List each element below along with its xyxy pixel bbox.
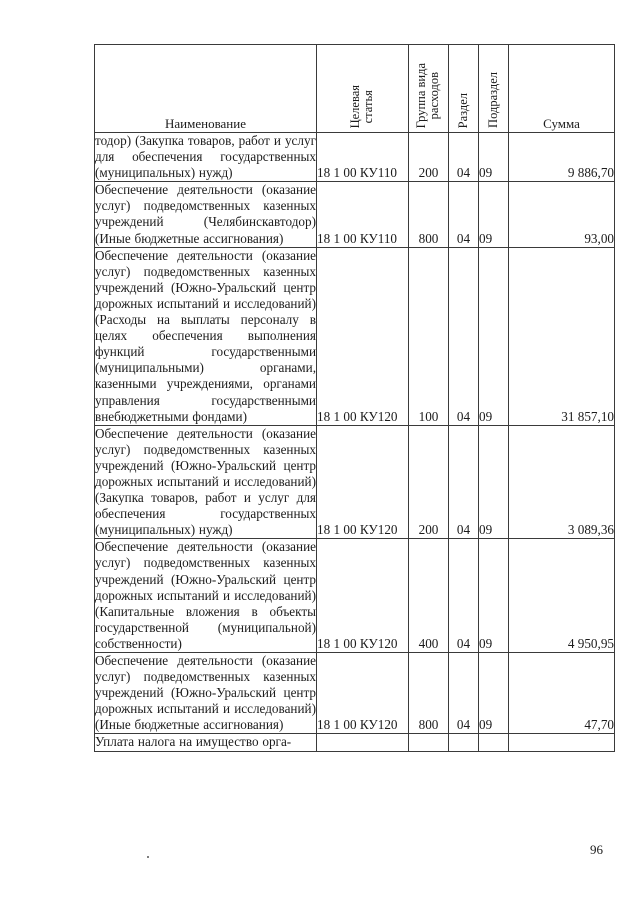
row-subsection: 09 [479,653,509,734]
row-expense-group: 200 [409,133,449,182]
row-subsection: 09 [479,182,509,247]
header-section [449,45,479,133]
header-expense-group [409,45,449,133]
header-subsection-text: Подраздел [485,72,500,128]
row-expense-group: 400 [409,539,449,653]
row-target-article: 18 1 00 КУ110 [317,133,409,182]
row-sum: 3 089,36 [509,425,615,539]
row-expense-group: 800 [409,653,449,734]
row-subsection [479,734,509,751]
row-section: 04 [449,133,479,182]
row-target-article: 18 1 00 КУ120 [317,539,409,653]
header-subsection [479,45,509,133]
scan-speck [147,856,149,858]
row-section: 04 [449,539,479,653]
row-section: 04 [449,653,479,734]
table-header-row [95,45,615,133]
row-name: тодор) (Закупка товаров, работ и услуг для обеспечения государственных (муниципальных) нужд) [95,133,316,181]
row-expense-group: 200 [409,425,449,539]
header-name [95,45,317,133]
row-expense-group: 800 [409,182,449,247]
row-name: Обеспечение деятельности (оказание услуг) подведомственных казенных учреждений (Южно-Уральский центр дорожных испытаний и исследований) (Иные бюджетные ассигнования) [95,653,316,733]
row-subsection: 09 [479,247,509,425]
row-sum: 47,70 [509,653,615,734]
header-section-text: Раздел [455,92,470,128]
row-name: Обеспечение деятельности (оказание услуг) подведомственных казенных учреждений (Южно-Уральский центр дорожных испытаний и исследований) (Капитальные вложения в объекты государственной (муниципальной) собственности) [95,539,316,651]
row-target-article: 18 1 00 КУ120 [317,653,409,734]
row-target-article: 18 1 00 КУ110 [317,182,409,247]
row-expense-group [409,734,449,751]
header-target-article-text: Целевая статья [348,84,376,128]
table-row [95,539,615,653]
row-name: Обеспечение деятельности (оказание услуг) подведомственных казенных учреждений (Южно-Уральский центр дорожных испытаний и исследований) (Расходы на выплаты персоналу в целях обеспечения выполнения функций государственными (муниципальными) органами, казенными учреждениями, органами управления государственными внебюджетными фондами) [95,247,316,424]
header-name-text: Наименование [165,116,246,131]
header-expense-group-text: Группа вида расходов [414,62,442,128]
row-target-article [317,734,409,751]
row-sum [509,734,615,751]
row-target-article: 18 1 00 КУ120 [317,425,409,539]
header-target-article [317,45,409,133]
page-number: 96 [590,842,603,857]
row-sum: 31 857,10 [509,247,615,425]
row-name: Обеспечение деятельности (оказание услуг) подведомственных казенных учреждений (Челябинскавтодор) (Иные бюджетные ассигнования) [95,182,316,246]
table-row [95,133,615,182]
row-section: 04 [449,247,479,425]
row-name: Обеспечение деятельности (оказание услуг) подведомственных казенных учреждений (Южно-Уральский центр дорожных испытаний и исследований) (Закупка товаров, работ и услуг для обеспечения государственных (муниципальных) нужд) [95,425,316,538]
header-sum [509,45,615,133]
table-row [95,247,615,425]
budget-table [94,44,615,752]
table-row [95,653,615,734]
header-sum-text: Сумма [543,116,580,131]
row-name: Уплата налога на имущество орга- [95,734,317,751]
row-subsection: 09 [479,425,509,539]
table-row [95,182,615,247]
row-sum: 9 886,70 [509,133,615,182]
table-row [95,734,615,751]
row-sum: 93,00 [509,182,615,247]
row-target-article: 18 1 00 КУ120 [317,247,409,425]
row-subsection: 09 [479,539,509,653]
row-expense-group: 100 [409,247,449,425]
row-sum: 4 950,95 [509,539,615,653]
row-section: 04 [449,182,479,247]
row-section [449,734,479,751]
row-subsection: 09 [479,133,509,182]
table-row [95,425,615,539]
row-section: 04 [449,425,479,539]
